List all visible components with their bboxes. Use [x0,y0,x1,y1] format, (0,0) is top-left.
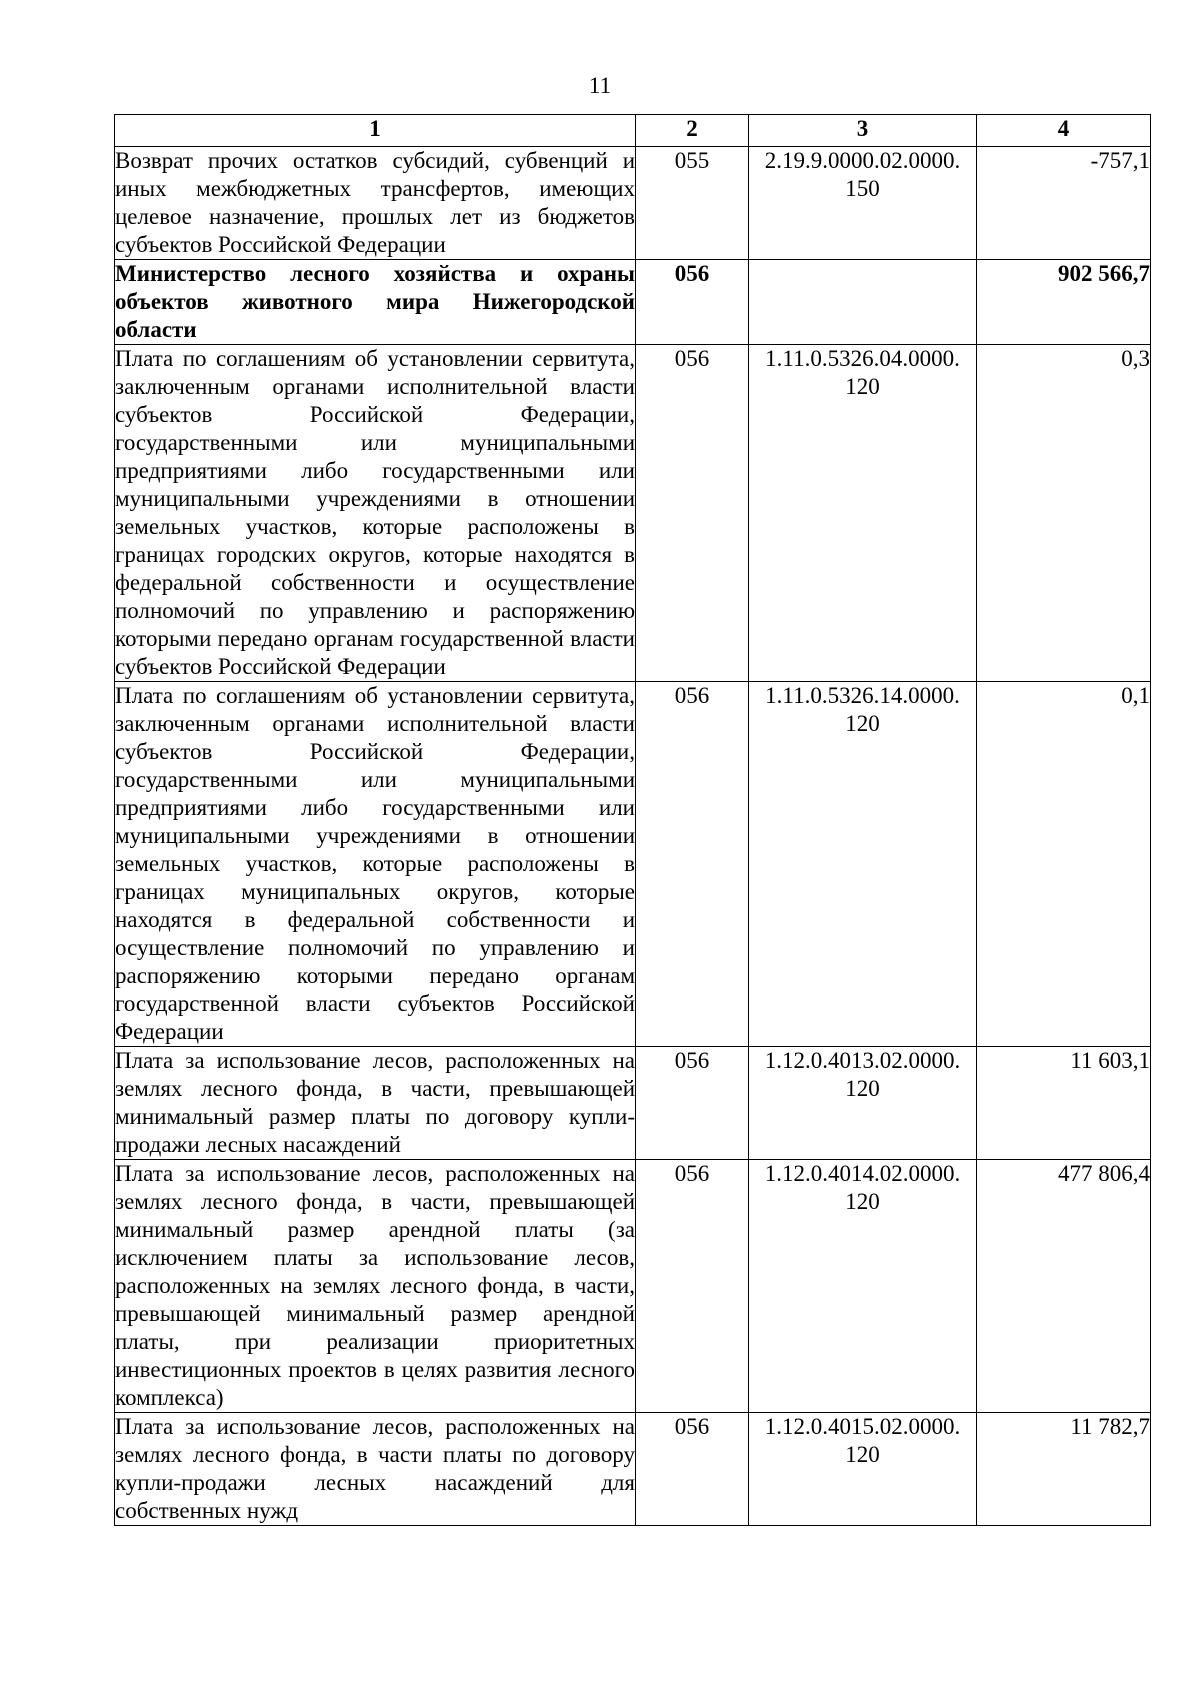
administrator-code-cell: 056 [636,345,749,682]
table-row [115,1413,1151,1526]
table-row [115,147,1151,260]
amount-cell: 11 603,1 [977,1047,1151,1160]
table-row [115,345,1151,682]
budget-classification-code-cell: 1.12.0.4015.02.0000. 120 [749,1413,977,1526]
income-name-cell: Плата за использование лесов, расположенных на землях лесного фонда, в части платы по договору купли-продажи лесных насаждений для собственных нужд [115,1413,636,1526]
administrator-code-cell: 056 [636,682,749,1047]
income-name-cell: Министерство лесного хозяйства и охраны объектов животного мира Нижегородской области [115,260,636,345]
administrator-code-cell: 056 [636,1047,749,1160]
income-name-cell: Плата за использование лесов, расположенных на землях лесного фонда, в части, превышающей минимальный размер арендной платы (за исключением платы за использование лесов, расположенных на землях лесного фонда, в части, превышающей минимальный размер арендной платы, при реализации приоритетных инвестиционных проектов в целях развития лесного комплекса) [115,1160,636,1413]
administrator-code-cell: 055 [636,147,749,260]
budget-classification-code-cell: 1.11.0.5326.14.0000. 120 [749,682,977,1047]
budget-classification-code-cell: 1.11.0.5326.04.0000. 120 [749,345,977,682]
table-row [115,682,1151,1047]
amount-cell: 11 782,7 [977,1413,1151,1526]
table-row [115,1160,1151,1413]
table-row [115,260,1151,345]
budget-classification-code-cell: 1.12.0.4014.02.0000. 120 [749,1160,977,1413]
table-header-row [115,115,1151,147]
budget-classification-code-cell: 2.19.9.0000.02.0000. 150 [749,147,977,260]
header-col-1: 1 [115,115,636,147]
amount-cell: -757,1 [977,147,1151,260]
table-row [115,1047,1151,1160]
amount-cell: 0,1 [977,682,1151,1047]
administrator-code-cell: 056 [636,1413,749,1526]
administrator-code-cell: 056 [636,1160,749,1413]
amount-cell: 0,3 [977,345,1151,682]
income-name-cell: Плата по соглашениям об установлении сервитута, заключенным органами исполнительной власти субъектов Российской Федерации, государственными или муниципальными предприятиями либо государственными или муниципальными учреждениями в отношении земельных участков, которые расположены в границах муниципальных округов, которые находятся в федеральной собственности и осуществление полномочий по управлению и распоряжению которыми передано органам государственной власти субъектов Российской Федерации [115,682,636,1047]
amount-cell: 902 566,7 [977,260,1151,345]
budget-classification-code-cell [749,260,977,345]
header-col-4: 4 [977,115,1151,147]
table-body [115,147,1151,1526]
income-name-cell: Плата по соглашениям об установлении сервитута, заключенным органами исполнительной власти субъектов Российской Федерации, государственными или муниципальными предприятиями либо государственными или муниципальными учреждениями в отношении земельных участков, которые расположены в границах городских округов, которые находятся в федеральной собственности и осуществление полномочий по управлению и распоряжению которыми передано органам государственной власти субъектов Российской Федерации [115,345,636,682]
administrator-code-cell: 056 [636,260,749,345]
page-number: 11 [588,73,612,98]
header-col-3: 3 [749,115,977,147]
header-col-2: 2 [636,115,749,147]
amount-cell: 477 806,4 [977,1160,1151,1413]
budget-classification-code-cell: 1.12.0.4013.02.0000. 120 [749,1047,977,1160]
budget-table [114,114,1151,1526]
income-name-cell: Возврат прочих остатков субсидий, субвенций и иных межбюджетных трансфертов, имеющих целевое назначение, прошлых лет из бюджетов субъектов Российской Федерации [115,147,636,260]
income-name-cell: Плата за использование лесов, расположенных на землях лесного фонда, в части, превышающей минимальный размер платы по договору купли-продажи лесных насаждений [115,1047,636,1160]
